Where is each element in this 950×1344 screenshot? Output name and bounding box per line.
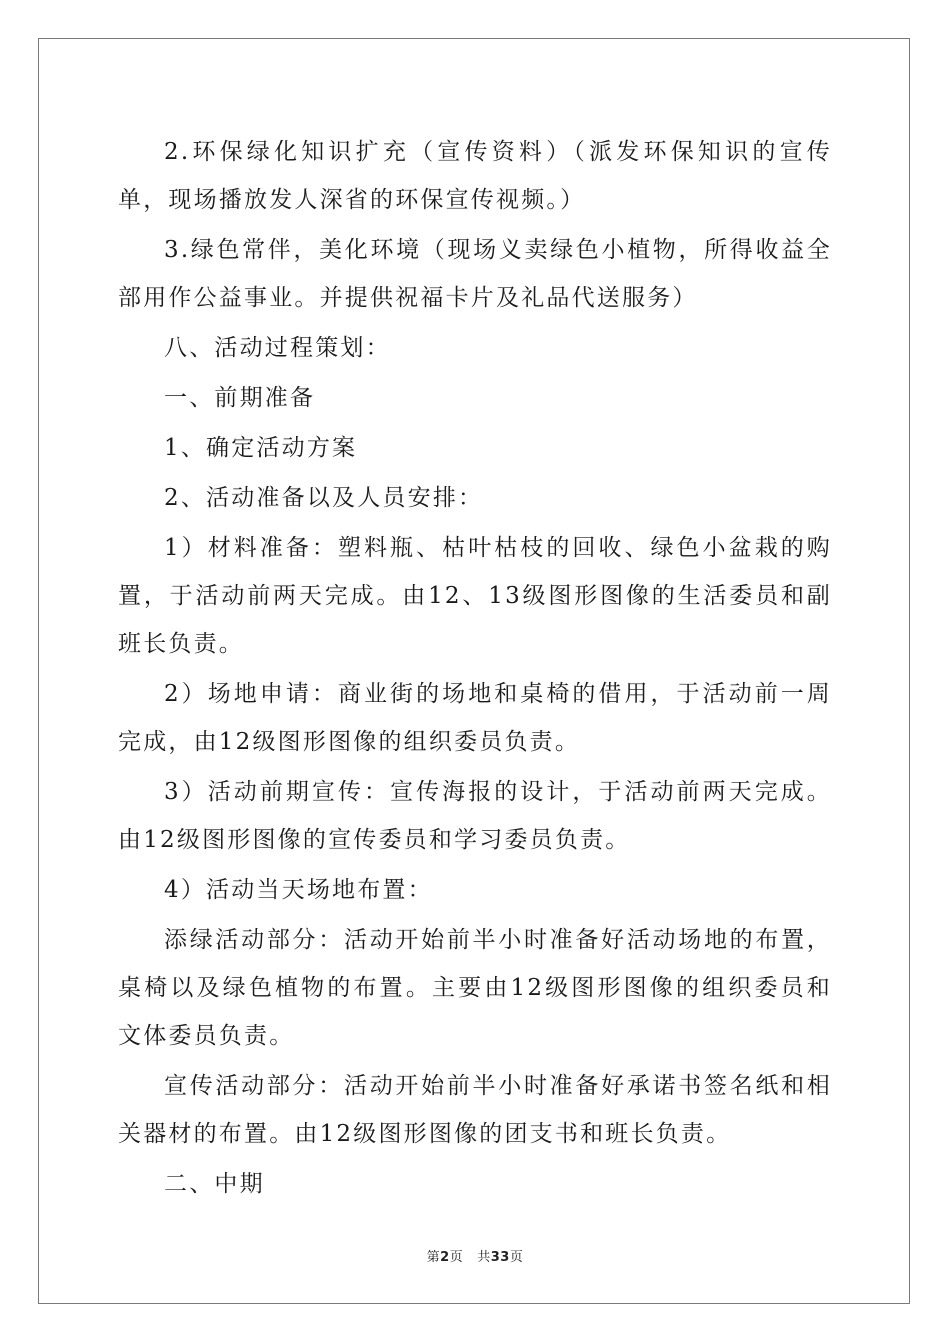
page-footer xyxy=(0,1246,950,1265)
paragraph: 宣传活动部分：活动开始前半小时准备好承诺书签名纸和相关器材的布置。由12级图形图像的团支书和班长负责。 xyxy=(118,1073,832,1147)
paragraph: 4）活动当天场地布置： xyxy=(164,877,433,903)
paragraph: 3.绿色常伴，美化环境（现场义卖绿色小植物，所得收益全部用作公益事业。并提供祝福卡片及礼品代送服务） xyxy=(118,237,832,311)
paragraph: 1）材料准备：塑料瓶、枯叶枯枝的回收、绿色小盆栽的购置，于活动前两天完成。由12、13级图形图像的生活委员和副班长负责。 xyxy=(118,535,832,657)
footer-total-prefix: 共 xyxy=(477,1250,491,1265)
section-heading: 一、前期准备 xyxy=(164,385,316,411)
paragraph: 2）场地申请：商业街的场地和桌椅的借用，于活动前一周完成，由12级图形图像的组织委员负责。 xyxy=(118,681,832,755)
current-page-number: 2 xyxy=(440,1250,450,1265)
list-item: 1、确定活动方案 xyxy=(164,435,358,461)
paragraph: 3）活动前期宣传：宣传海报的设计，于活动前两天完成。由12级图形图像的宣传委员和学习委员负责。 xyxy=(118,779,832,853)
paragraph: 2.环保绿化知识扩充（宣传资料）（派发环保知识的宣传单，现场播放发人深省的环保宣传视频。） xyxy=(118,139,832,213)
section-heading: 二、中期 xyxy=(164,1171,265,1197)
paragraph: 添绿活动部分：活动开始前半小时准备好活动场地的布置，桌椅以及绿色植物的布置。主要由12级图形图像的组织委员和文体委员负责。 xyxy=(118,927,832,1049)
footer-total-suffix: 页 xyxy=(509,1250,524,1265)
document-body xyxy=(118,128,832,1208)
footer-page-word: 页 xyxy=(449,1250,464,1265)
footer-prefix: 第 xyxy=(426,1250,441,1265)
section-heading: 八、活动过程策划： xyxy=(164,335,391,361)
total-pages-number: 33 xyxy=(490,1250,510,1265)
list-item: 2、活动准备以及人员安排： xyxy=(164,485,484,511)
